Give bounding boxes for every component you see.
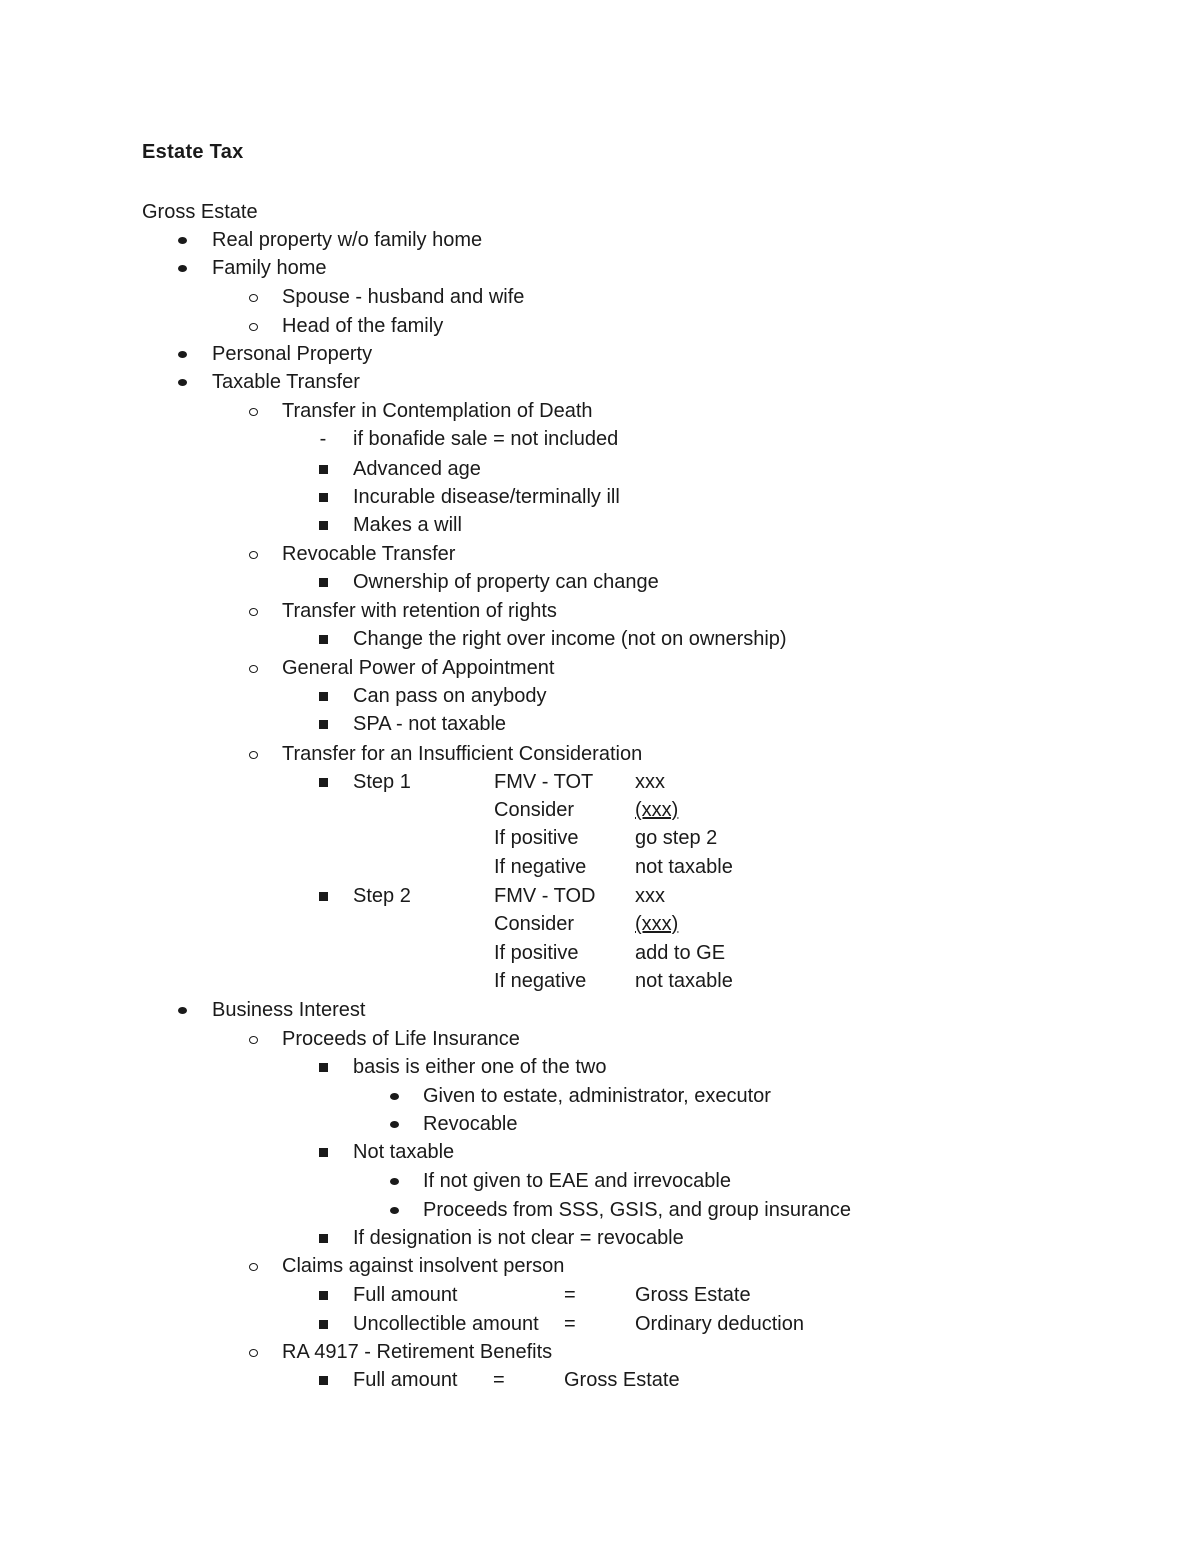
ra-row-value: Gross Estate — [564, 1369, 680, 1391]
square-bullet-icon — [313, 568, 333, 596]
list-item-text: Makes a will — [353, 514, 462, 536]
circle-bullet-icon — [243, 597, 263, 625]
step-row-value: go step 2 — [635, 827, 718, 849]
square-bullet-icon — [313, 1053, 333, 1081]
square-bullet-icon — [313, 682, 333, 710]
square-bullet-icon — [313, 1138, 333, 1166]
square-bullet-icon — [313, 511, 333, 539]
square-bullet-icon — [313, 768, 333, 796]
disc-bullet-icon — [172, 226, 192, 254]
list-item-text: If not given to EAE and irrevocable — [423, 1170, 731, 1192]
list-item-text: SPA - not taxable — [353, 713, 507, 735]
list-item-text: If designation is not clear = revocable — [353, 1227, 684, 1249]
step-row-value: xxx — [635, 885, 665, 907]
list-item-text: Given to estate, administrator, executor — [423, 1085, 771, 1107]
list-item-text: Claims against insolvent person — [282, 1255, 565, 1277]
step-row-key: FMV - TOD — [494, 885, 596, 907]
step-row-value: not taxable — [635, 970, 733, 992]
section-heading-text: Gross Estate — [142, 201, 258, 223]
square-bullet-icon — [313, 455, 333, 483]
list-item-text: RA 4917 - Retirement Benefits — [282, 1341, 553, 1363]
step-row-key: FMV - TOT — [494, 771, 594, 793]
circle-bullet-icon — [243, 1252, 263, 1280]
list-item-text: Transfer in Contemplation of Death — [282, 400, 593, 422]
list-item-text: General Power of Appointment — [282, 657, 555, 679]
circle-bullet-icon — [243, 312, 263, 340]
list-item-text: Real property w/o family home — [212, 229, 483, 251]
step-row-key: If negative — [494, 856, 587, 878]
list-item-text: if bonafide sale = not included — [353, 428, 619, 450]
circle-bullet-icon — [243, 654, 263, 682]
disc-bullet-icon — [384, 1196, 404, 1224]
disc-bullet-icon — [172, 254, 192, 282]
ra-row-equals: = — [493, 1369, 505, 1391]
step-row-key: Consider — [494, 799, 575, 821]
square-bullet-icon — [313, 1281, 333, 1309]
square-bullet-icon — [313, 1224, 333, 1252]
list-item-text: Business Interest — [212, 999, 366, 1021]
circle-bullet-icon — [243, 283, 263, 311]
list-item-text: Transfer for an Insufficient Consideration — [282, 743, 643, 765]
step-row-value: xxx — [635, 771, 665, 793]
claims-row-key: Uncollectible amount — [353, 1313, 539, 1335]
list-item-text: Proceeds of Life Insurance — [282, 1028, 520, 1050]
list-item-text: Head of the family — [282, 315, 444, 337]
claims-row-key: Full amount — [353, 1284, 458, 1306]
square-bullet-icon — [313, 483, 333, 511]
square-bullet-icon — [313, 882, 333, 910]
list-item-text: Revocable Transfer — [282, 543, 456, 565]
step-label-text: Step 1 — [353, 771, 411, 793]
list-item-text: Family home — [212, 257, 327, 279]
list-item-text: Incurable disease/terminally ill — [353, 486, 620, 508]
claims-row-equals: = — [564, 1284, 576, 1306]
step-row-key: If positive — [494, 827, 579, 849]
claims-row-equals: = — [564, 1313, 576, 1335]
circle-bullet-icon — [243, 740, 263, 768]
step-row-value: not taxable — [635, 856, 733, 878]
list-item-text: Taxable Transfer — [212, 371, 360, 393]
circle-bullet-icon — [243, 540, 263, 568]
step-row-value: (xxx) — [635, 799, 679, 821]
list-item-text: Ownership of property can change — [353, 571, 659, 593]
disc-bullet-icon — [384, 1167, 404, 1195]
list-item-text: Revocable — [423, 1113, 518, 1135]
list-item-text: Advanced age — [353, 458, 481, 480]
step-row-key: Consider — [494, 913, 575, 935]
list-item-text: Proceeds from SSS, GSIS, and group insurance — [423, 1199, 851, 1221]
ra-row-key: Full amount — [353, 1369, 458, 1391]
step-row-value: add to GE — [635, 942, 726, 964]
disc-bullet-icon — [384, 1082, 404, 1110]
claims-row-value: Gross Estate — [635, 1284, 751, 1306]
list-item-text: Spouse - husband and wife — [282, 286, 525, 308]
step-label-text: Step 2 — [353, 885, 411, 907]
claims-row-value: Ordinary deduction — [635, 1313, 804, 1335]
square-bullet-icon — [313, 1310, 333, 1338]
circle-bullet-icon — [243, 1338, 263, 1366]
disc-bullet-icon — [172, 368, 192, 396]
list-item-text: Personal Property — [212, 343, 373, 365]
square-bullet-icon — [313, 710, 333, 738]
disc-bullet-icon — [172, 996, 192, 1024]
document-title: Estate Tax — [142, 141, 244, 163]
disc-bullet-icon — [172, 340, 192, 368]
list-item-text: Change the right over income (not on ownership) — [353, 628, 787, 650]
list-item-text: Can pass on anybody — [353, 685, 547, 707]
circle-bullet-icon — [243, 1025, 263, 1053]
step-row-key: If positive — [494, 942, 579, 964]
square-bullet-icon — [313, 1366, 333, 1394]
step-row-key: If negative — [494, 970, 587, 992]
step-row-value: (xxx) — [635, 913, 679, 935]
list-item-text: basis is either one of the two — [353, 1056, 607, 1078]
list-item-text: Transfer with retention of rights — [282, 600, 557, 622]
circle-bullet-icon — [243, 397, 263, 425]
dash-bullet: - — [319, 428, 327, 450]
list-item-text: Not taxable — [353, 1141, 455, 1163]
square-bullet-icon — [313, 625, 333, 653]
disc-bullet-icon — [384, 1110, 404, 1138]
